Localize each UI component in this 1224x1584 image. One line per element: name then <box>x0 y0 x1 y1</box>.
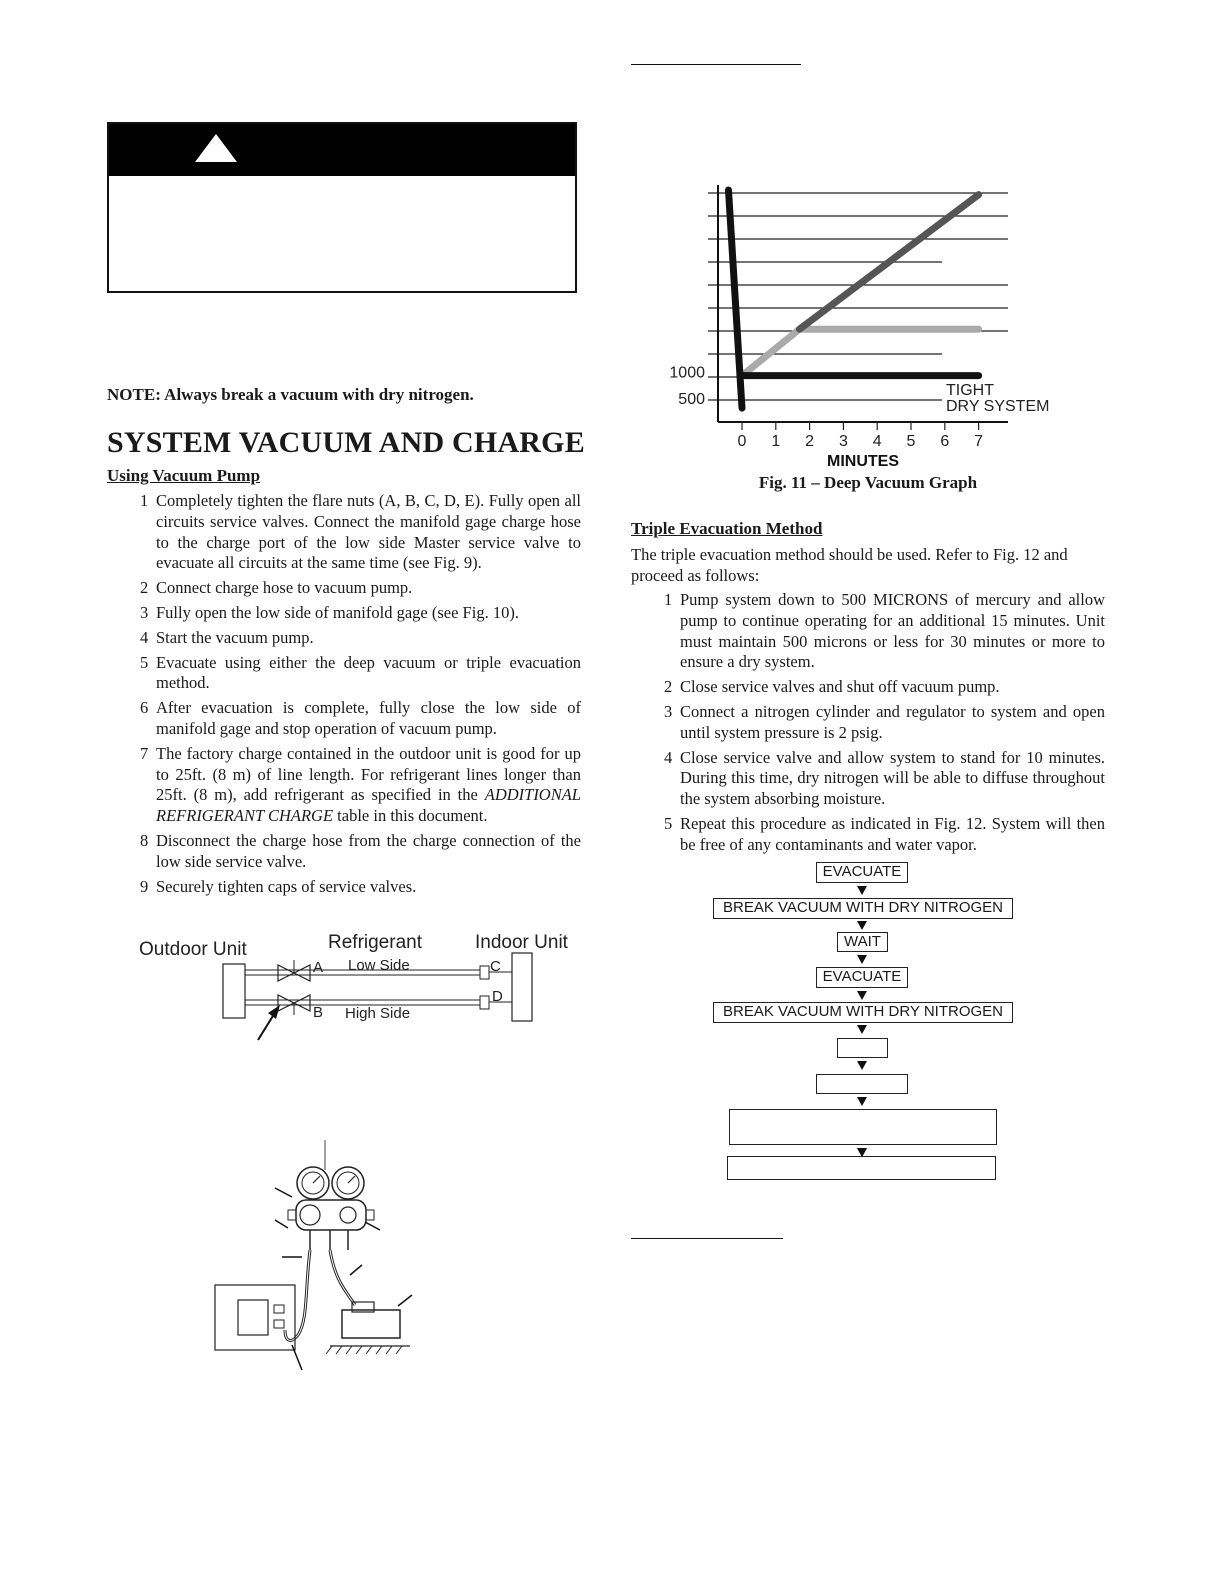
flow-arrow-icon <box>857 1061 867 1070</box>
flow-step-blank-2 <box>816 1074 908 1094</box>
deep-vacuum-chart <box>660 180 1080 470</box>
flow-step-break-vacuum-2: BREAK VACUUM WITH DRY NITROGEN <box>713 1002 1013 1023</box>
low-side-label: Low Side <box>348 957 410 974</box>
list-item <box>131 628 581 649</box>
port-c-label: C <box>490 958 501 975</box>
flow-arrow-icon <box>857 991 867 1000</box>
outdoor-unit-box <box>223 964 245 1018</box>
flow-step-evacuate-2: EVACUATE <box>816 967 908 988</box>
list-item <box>131 698 581 740</box>
step-text: Connect a nitrogen cylinder and regulator to system and open until system pressure is 2 psig. <box>680 701 1105 742</box>
list-item <box>655 590 1105 673</box>
list-item <box>131 831 581 873</box>
flow-arrow-icon <box>857 921 867 930</box>
refrigerant-label: Refrigerant <box>328 932 422 953</box>
triple-evac-heading: Triple Evacuation Method <box>631 519 823 538</box>
flow-arrow-icon <box>857 1025 867 1034</box>
bottom-rule <box>631 1238 783 1239</box>
x-tick-label: 3 <box>838 433 848 450</box>
step-text-italic: ADDITIONAL REFRIGERANT CHARGE <box>156 785 581 826</box>
flow-step-blank-4 <box>727 1156 996 1180</box>
flow-step-blank-3 <box>729 1109 997 1145</box>
vacuum-pump-icon <box>342 1310 400 1338</box>
step-number: 2 <box>140 578 149 598</box>
x-tick-label: 7 <box>974 433 984 450</box>
step-text: After evacuation is complete, fully close the low side of manifold gage and stop operation of vacuum pump. <box>156 698 581 738</box>
flow-step-evacuate: EVACUATE <box>816 862 908 883</box>
series-line-pump-down <box>728 190 742 408</box>
step-number: 5 <box>664 813 673 833</box>
step-text: Repeat this procedure as indicated in Fig. 12. System will then be free of any contaminants and water vapor. <box>680 813 1105 854</box>
step-number: 6 <box>140 698 149 718</box>
list-item <box>131 744 581 827</box>
x-tick-label: 0 <box>737 433 747 450</box>
list-item <box>131 653 581 695</box>
triple-evac-intro: The triple evacuation method should be used. Refer to Fig. 12 and proceed as follows: <box>631 545 1068 585</box>
valve-b-label: B <box>313 1004 324 1021</box>
step-number: 2 <box>664 677 673 697</box>
step-text: Disconnect the charge hose from the charge connection of the low side service valve. <box>156 830 581 871</box>
step-number: 3 <box>140 602 149 622</box>
piping-diagram <box>130 925 590 1055</box>
flow-arrow-icon <box>857 1148 867 1157</box>
step-text: Start the vacuum pump. <box>156 627 314 647</box>
valve-a-label: A <box>313 959 324 976</box>
warning-header <box>109 124 575 176</box>
note-label: NOTE <box>107 385 156 404</box>
flow-arrow-icon <box>857 1097 867 1106</box>
note-text: : Always break a vacuum with dry nitrogen. <box>155 385 474 404</box>
step-text: Evacuate using either the deep vacuum or triple evacuation method. <box>156 652 581 693</box>
flow-arrow-icon <box>857 955 867 964</box>
flow-step-blank-1 <box>837 1038 888 1058</box>
annotation-dry-system: DRY SYSTEM <box>946 398 1050 415</box>
x-tick-label: 4 <box>872 433 882 450</box>
y-tick-label: 500 <box>678 390 705 408</box>
annotation-tight: TIGHT <box>946 382 994 399</box>
step-text: Close service valve and allow system to stand for 10 minutes. During this time, dry nitrogen will be able to diffuse throughout the system absorbing moisture. <box>680 747 1105 809</box>
port-d-label: D <box>492 988 503 1005</box>
list-item <box>131 877 581 898</box>
step-number: 7 <box>140 743 149 763</box>
vacuum-pump-steps <box>131 491 581 901</box>
vacuum-pump-heading: Using Vacuum Pump <box>107 466 261 485</box>
high-side-label: High Side <box>345 1005 411 1022</box>
x-tick-label: 6 <box>940 433 950 450</box>
step-number: 3 <box>664 701 673 721</box>
list-item <box>655 748 1105 810</box>
warning-box <box>107 122 577 293</box>
flow-arrow-icon <box>857 886 867 895</box>
step-text: Completely tighten the flare nuts (A, B, C, D, E). Fully open all circuits service valves. Connect the manifold gage charge hose to the charge port of the low side Master service valve to evacuate all circuits at the same time (see Fig. 9). <box>156 491 581 573</box>
flow-step-wait: WAIT <box>837 932 888 952</box>
top-rule <box>631 64 801 65</box>
step-text: Securely tighten caps of service valves. <box>156 876 417 896</box>
note <box>107 385 474 405</box>
step-number: 9 <box>140 876 149 896</box>
list-item <box>131 491 581 574</box>
list-item <box>131 603 581 624</box>
figure-caption: Fig. 11 – Deep Vacuum Graph <box>758 473 978 492</box>
x-tick-label: 5 <box>906 433 916 450</box>
step-text: Connect charge hose to vacuum pump. <box>156 578 413 598</box>
series-line-moisture <box>742 329 979 375</box>
step-number: 8 <box>140 830 149 850</box>
section-title: SYSTEM VACUUM AND CHARGE <box>107 426 585 459</box>
indoor-unit-label: Indoor Unit <box>475 932 568 953</box>
step-text: Fully open the low side of manifold gage (see Fig. 10). <box>156 602 519 622</box>
indoor-unit-box <box>512 953 532 1021</box>
list-item <box>131 578 581 599</box>
manifold-gage-illustration <box>210 1140 430 1380</box>
x-tick-label: 2 <box>805 433 815 450</box>
step-number: 1 <box>140 491 149 510</box>
list-item <box>655 677 1105 698</box>
list-item <box>655 814 1105 856</box>
step-text: Pump system down to 500 MICRONS of mercury and allow pump to continue operating for an additional 15 minutes. Unit must maintain 500 microns or less for 30 minutes or more to ensure a dry system. <box>680 590 1105 672</box>
list-item <box>655 702 1105 744</box>
outdoor-unit-icon <box>215 1285 295 1350</box>
triple-evac-steps <box>655 590 1105 860</box>
step-number: 1 <box>664 590 673 609</box>
x-tick-label: 1 <box>771 433 781 450</box>
step-number: 4 <box>664 747 673 767</box>
warning-triangle-icon <box>195 134 237 162</box>
step-text: Close service valves and shut off vacuum pump. <box>680 677 1000 697</box>
step-text: The factory charge contained in the outdoor unit is good for up to 25ft. (8 m) of line length. For refrigerant lines longer than 25ft. (8 m), add refrigerant as specified in the <box>156 743 581 805</box>
step-number: 4 <box>140 627 149 647</box>
step-text: table in this document. <box>333 806 488 826</box>
x-axis-label: MINUTES <box>827 453 899 470</box>
outdoor-unit-label: Outdoor Unit <box>139 939 247 960</box>
step-number: 5 <box>140 652 149 672</box>
y-tick-label: 1000 <box>669 364 705 382</box>
flow-step-break-vacuum: BREAK VACUUM WITH DRY NITROGEN <box>713 898 1013 919</box>
